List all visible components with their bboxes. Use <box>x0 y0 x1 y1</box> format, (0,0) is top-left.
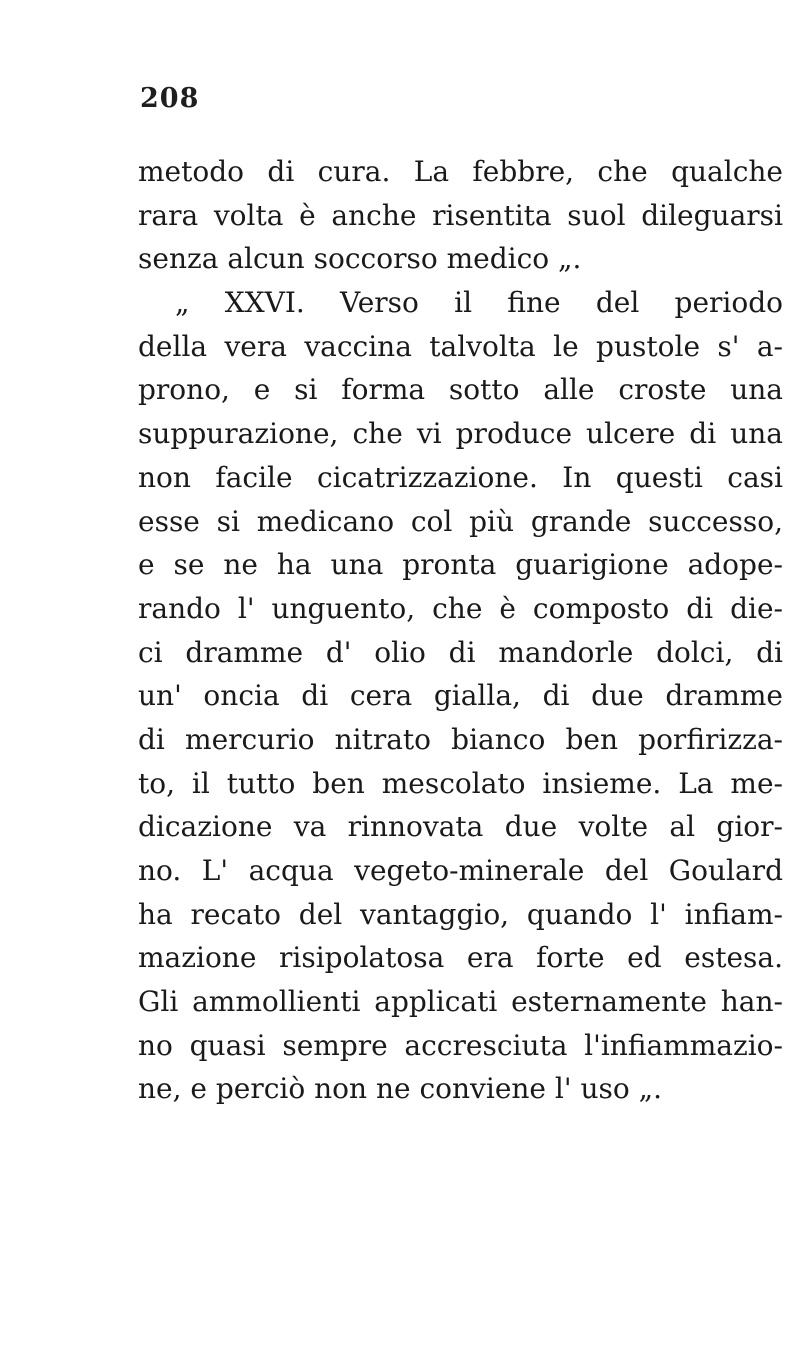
text-line: ha recato del vantaggio, quando l' infiam- <box>138 897 783 931</box>
text-line: mazione risipolatosa era forte ed estesa. <box>138 941 783 975</box>
body-text <box>138 150 798 1111</box>
text-line: ne, e perciò non ne conviene l' uso „. <box>138 1072 663 1106</box>
text-line: to, il tutto ben mescolato insieme. La me- <box>138 766 783 800</box>
text-line: rando l' unguento, che è composto di die- <box>138 591 783 625</box>
text-line: rara volta è anche risentita suol dileguarsi <box>138 198 783 232</box>
paragraph-start-line: „ XXVI. Verso il fine del periodo <box>175 286 783 320</box>
text-line: non facile cicatrizzazione. In questi casi <box>138 460 783 494</box>
text-line: e se ne ha una pronta guarigione adope- <box>138 548 783 582</box>
text-line: no. L' acqua vegeto-minerale del Goulard <box>138 854 783 887</box>
text-line: dicazione va rinnovata due volte al gior- <box>138 810 783 844</box>
text-line: suppurazione, che vi produce ulcere di una <box>138 417 783 451</box>
text-line: no quasi sempre accresciuta l'infiammazio- <box>138 1028 783 1062</box>
text-line: ci dramme d' olio di mandorle dolci, di <box>138 635 783 669</box>
text-line: esse si medicano col più grande successo, <box>138 504 783 538</box>
text-line: metodo di cura. La febbre, che qualche <box>138 155 783 188</box>
page-number: 208 <box>140 83 200 114</box>
text-line: senza alcun soccorso medico „. <box>138 242 582 276</box>
text-line: di mercurio nitrato bianco ben porfirizza- <box>138 722 783 756</box>
text-line: della vera vaccina talvolta le pustole s' a- <box>138 329 783 363</box>
text-line: un' oncia di cera gialla, di due dramme <box>138 679 783 713</box>
text-line: prono, e si forma sotto alle croste una <box>138 373 783 407</box>
text-line: Gli ammollienti applicati esternamente han- <box>138 985 783 1019</box>
